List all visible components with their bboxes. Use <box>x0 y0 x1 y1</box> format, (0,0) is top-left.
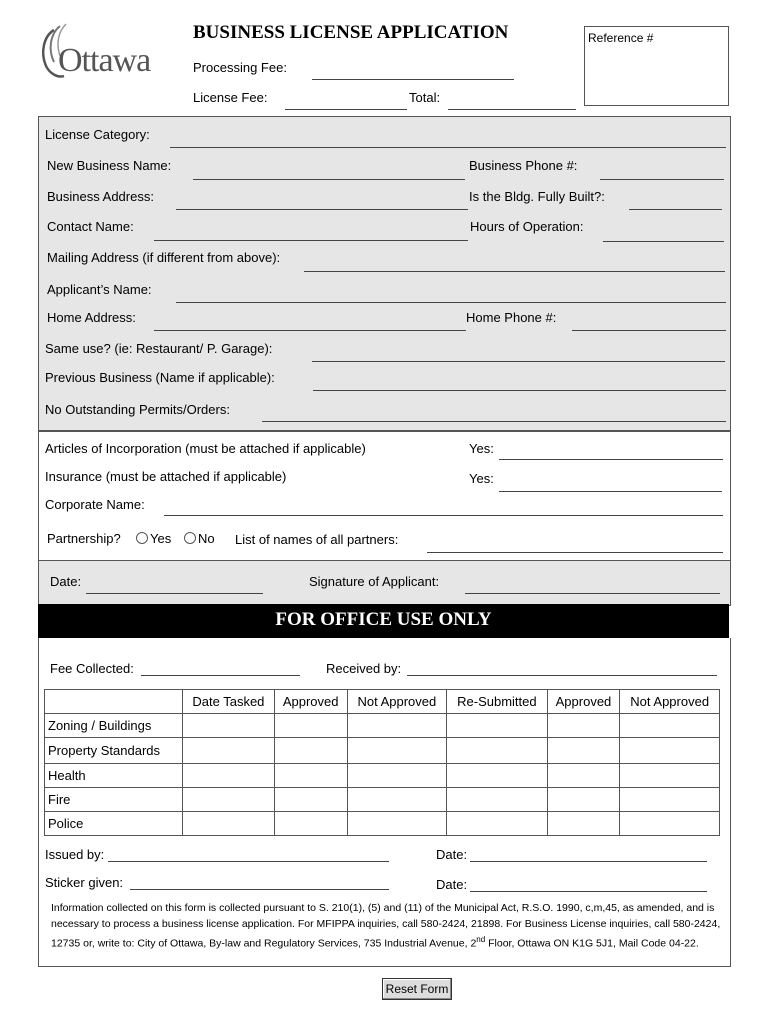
total-label: Total: <box>409 90 441 105</box>
ottawa-logo <box>36 22 176 84</box>
table-header-cell: Approved <box>274 690 347 714</box>
list-partners-label: List of names of all partners: <box>235 532 399 547</box>
home-phone-label: Home Phone #: <box>466 310 557 325</box>
business-phone-label: Business Phone #: <box>469 158 578 173</box>
table-row <box>45 788 720 812</box>
sticker-date-label: Date: <box>436 877 468 892</box>
business-address-label: Business Address: <box>47 189 154 204</box>
insurance-label: Insurance (must be attached if applicable) <box>45 469 287 484</box>
radio-circle-icon[interactable] <box>136 532 148 544</box>
table-cell[interactable] <box>183 714 275 738</box>
business-phone-field[interactable] <box>600 179 724 180</box>
date-field[interactable] <box>86 593 263 594</box>
table-cell[interactable] <box>347 764 447 788</box>
notice-text: Information collected on this form is collected pursuant to S. 210(1), (5) and (11) of the Municipal Act, R.S.O. 1990, c,m,45, as amended, and is necessary to process a business license application. For MFIPPA inquiries, call 580-2424, 21898. For Business License inquiries, call 580-2424, 12735 or, write to: City of Ottawa, By-law and Regulatory Services, 735 Industrial Avenue, 2 <box>51 902 721 950</box>
reference-box[interactable] <box>584 26 729 106</box>
table-cell[interactable] <box>183 738 275 764</box>
table-cell[interactable] <box>274 812 347 836</box>
office-use-banner <box>38 604 729 638</box>
table-cell[interactable] <box>447 714 547 738</box>
date-label: Date: <box>50 574 82 589</box>
table-cell[interactable] <box>620 714 720 738</box>
table-row <box>45 764 720 788</box>
table-header-cell: Not Approved <box>620 690 720 714</box>
corporate-name-field[interactable] <box>164 515 723 516</box>
home-phone-field[interactable] <box>572 330 726 331</box>
home-address-field[interactable] <box>154 330 466 331</box>
previous-business-field[interactable] <box>313 390 726 391</box>
page-title: BUSINESS LICENSE APPLICATION <box>193 22 509 43</box>
hours-of-operation-label: Hours of Operation: <box>470 219 584 234</box>
sticker-date-field[interactable] <box>470 891 707 892</box>
table-cell[interactable] <box>274 788 347 812</box>
articles-yes-label: Yes: <box>469 441 494 456</box>
mailing-address-label: Mailing Address (if different from above): <box>47 250 281 265</box>
row-label: Zoning / Buildings <box>45 714 183 738</box>
partnership-yes-radio[interactable] <box>136 531 171 546</box>
row-label: Police <box>45 812 183 836</box>
table-cell[interactable] <box>183 788 275 812</box>
license-fee-field[interactable] <box>285 109 407 110</box>
table-cell[interactable] <box>447 764 547 788</box>
table-header-cell <box>45 690 183 714</box>
logo-wordmark: Ottawa <box>58 42 151 79</box>
partnership-label: Partnership? <box>47 531 121 546</box>
table-cell[interactable] <box>620 738 720 764</box>
table-cell[interactable] <box>547 788 620 812</box>
table-cell[interactable] <box>447 788 547 812</box>
table-cell[interactable] <box>547 738 620 764</box>
row-label: Property Standards <box>45 738 183 764</box>
table-cell[interactable] <box>183 812 275 836</box>
articles-label: Articles of Incorporation (must be attached if applicable) <box>45 441 366 456</box>
table-header-cell: Date Tasked <box>183 690 275 714</box>
fee-collected-label: Fee Collected: <box>50 661 134 676</box>
issued-by-field[interactable] <box>108 861 389 862</box>
table-cell[interactable] <box>347 714 447 738</box>
corporate-name-label: Corporate Name: <box>45 497 145 512</box>
table-header-row <box>45 690 720 714</box>
table-cell[interactable] <box>620 788 720 812</box>
sticker-given-label: Sticker given: <box>45 875 124 890</box>
license-category-field[interactable] <box>170 147 726 148</box>
reset-form-button[interactable]: Reset Form <box>382 978 452 1000</box>
new-business-name-label: New Business Name: <box>47 158 172 173</box>
table-cell[interactable] <box>547 764 620 788</box>
insurance-yes-field[interactable] <box>499 491 722 492</box>
privacy-notice <box>51 900 723 952</box>
table-row <box>45 812 720 836</box>
sticker-given-field[interactable] <box>130 889 389 890</box>
bldg-fully-built-label: Is the Bldg. Fully Built?: <box>469 189 605 204</box>
articles-yes-field[interactable] <box>499 459 723 460</box>
table-cell[interactable] <box>620 812 720 836</box>
table-header-cell: Not Approved <box>347 690 447 714</box>
table-header-cell: Re-Submitted <box>447 690 547 714</box>
total-field[interactable] <box>448 109 576 110</box>
office-use-title: FOR OFFICE USE ONLY <box>275 609 492 630</box>
reference-label: Reference # <box>588 31 654 45</box>
fee-collected-field[interactable] <box>141 675 300 676</box>
table-row <box>45 714 720 738</box>
table-cell[interactable] <box>183 764 275 788</box>
table-cell[interactable] <box>274 764 347 788</box>
table-cell[interactable] <box>447 812 547 836</box>
received-by-field[interactable] <box>407 675 717 676</box>
license-category-label: License Category: <box>45 127 150 142</box>
business-address-field[interactable] <box>176 209 468 210</box>
bldg-fully-built-field[interactable] <box>629 209 722 210</box>
previous-business-label: Previous Business (Name if applicable): <box>45 370 275 385</box>
table-cell[interactable] <box>547 812 620 836</box>
applicants-name-field[interactable] <box>176 302 726 303</box>
signature-field[interactable] <box>465 593 720 594</box>
insurance-yes-label: Yes: <box>469 471 494 486</box>
hours-of-operation-field[interactable] <box>603 241 724 242</box>
mailing-address-field[interactable] <box>304 271 725 272</box>
contact-name-field[interactable] <box>154 240 468 241</box>
list-partners-field[interactable] <box>427 552 723 553</box>
partnership-no-label: No <box>198 531 215 546</box>
table-cell[interactable] <box>347 738 447 764</box>
table-cell[interactable] <box>620 764 720 788</box>
table-cell[interactable] <box>347 812 447 836</box>
license-fee-label: License Fee: <box>193 90 268 105</box>
same-use-field[interactable] <box>312 361 725 362</box>
contact-name-label: Contact Name: <box>47 219 134 234</box>
radio-circle-icon[interactable] <box>184 532 196 544</box>
issued-date-field[interactable] <box>470 861 707 862</box>
new-business-name-field[interactable] <box>193 179 465 180</box>
applicants-name-label: Applicant’s Name: <box>47 282 152 297</box>
table-cell[interactable] <box>547 714 620 738</box>
partnership-no-radio[interactable] <box>184 531 215 546</box>
table-header-cell: Approved <box>547 690 620 714</box>
table-row <box>45 738 720 764</box>
no-outstanding-label: No Outstanding Permits/Orders: <box>45 402 230 417</box>
signature-label: Signature of Applicant: <box>309 574 440 589</box>
issued-date-label: Date: <box>436 847 468 862</box>
processing-fee-label: Processing Fee: <box>193 60 287 75</box>
table-cell[interactable] <box>274 714 347 738</box>
issued-by-label: Issued by: <box>45 847 105 862</box>
table-cell[interactable] <box>274 738 347 764</box>
no-outstanding-field[interactable] <box>262 421 726 422</box>
home-address-label: Home Address: <box>47 310 136 325</box>
processing-fee-field[interactable] <box>312 79 514 80</box>
same-use-label: Same use? (ie: Restaurant/ P. Garage): <box>45 341 273 356</box>
table-cell[interactable] <box>447 738 547 764</box>
table-cell[interactable] <box>347 788 447 812</box>
notice-superscript: nd <box>476 935 486 944</box>
received-by-label: Received by: <box>326 661 402 676</box>
partnership-yes-label: Yes <box>150 531 172 546</box>
notice-text-end: Floor, Ottawa ON K1G 5J1, Mail Code 04-22. <box>485 937 699 950</box>
row-label: Health <box>45 764 183 788</box>
row-label: Fire <box>45 788 183 812</box>
approval-table <box>44 689 720 836</box>
